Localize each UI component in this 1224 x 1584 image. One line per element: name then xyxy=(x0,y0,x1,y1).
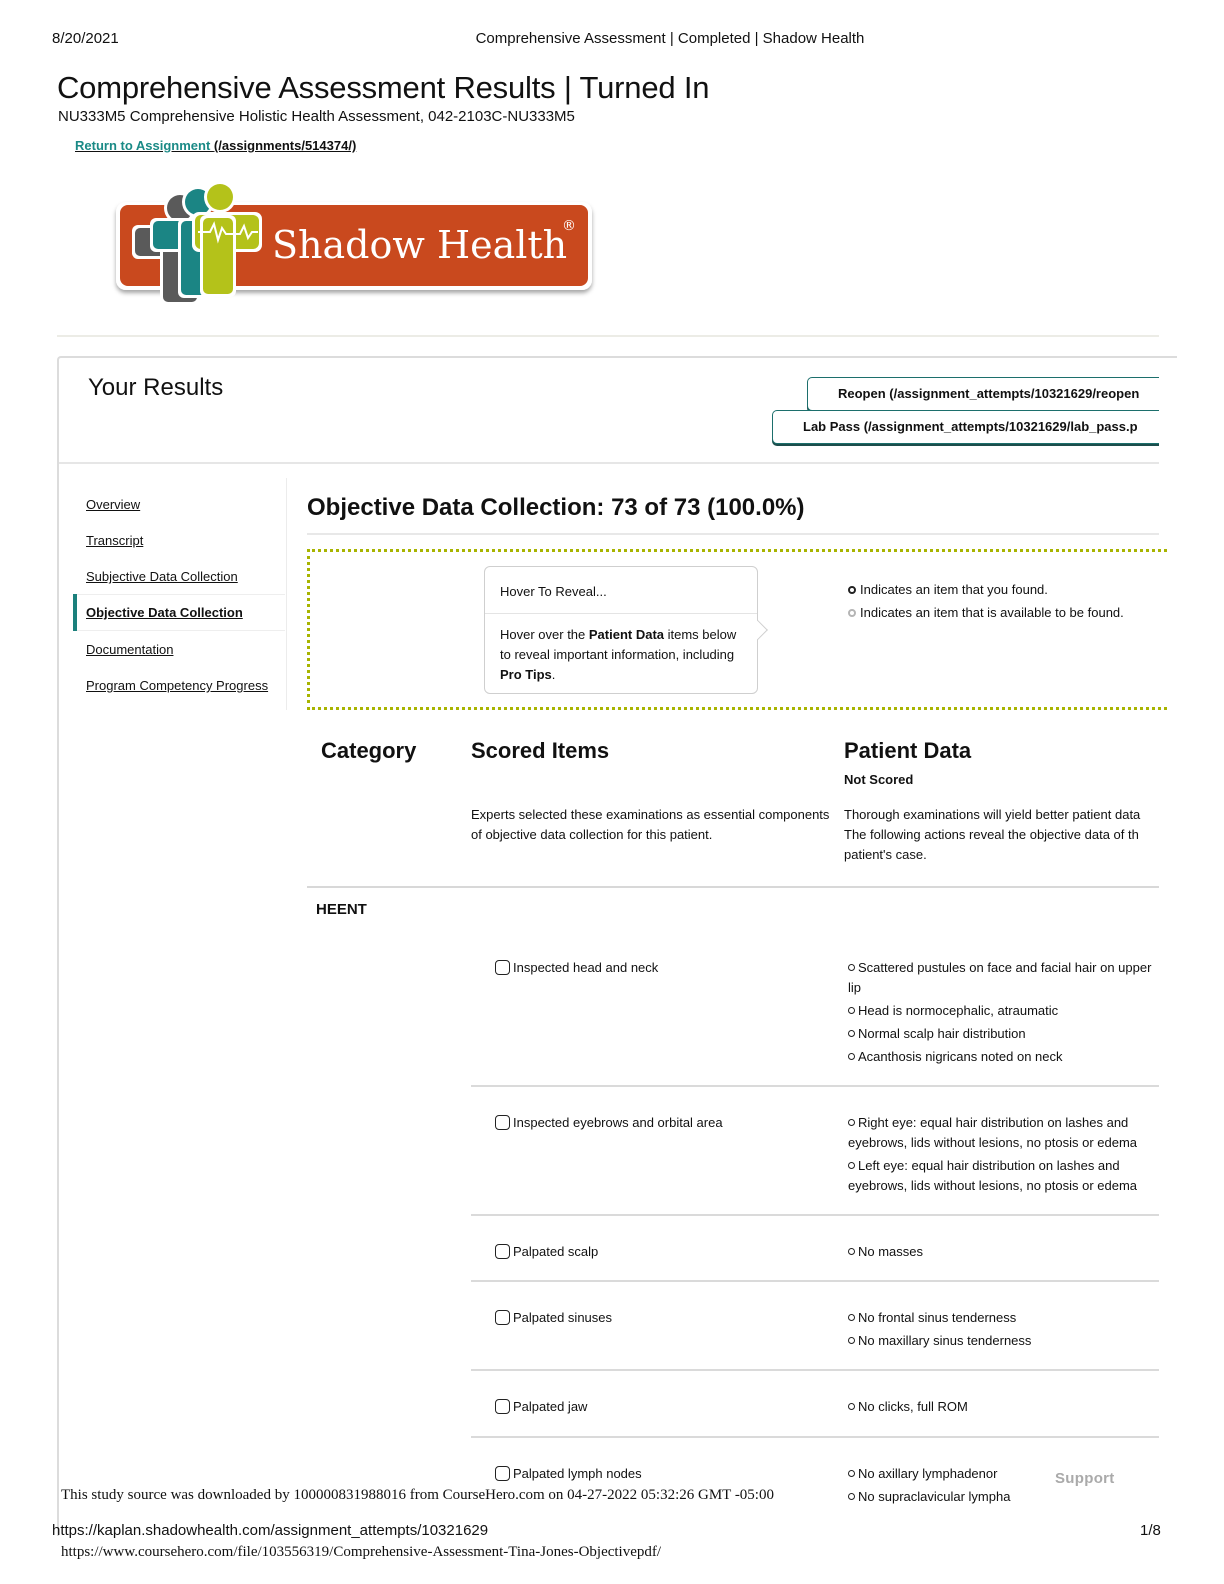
sidebar-active-indicator xyxy=(73,594,77,631)
return-link-href: (/assignments/514374/) xyxy=(213,138,357,153)
divider xyxy=(307,533,1159,535)
return-link-label: Return to Assignment xyxy=(75,138,214,153)
patient-data-description: Thorough examinations will yield better patient data The following actions reveal the objective data of th patient's case. xyxy=(844,807,1141,862)
divider xyxy=(471,1214,1159,1216)
scored-items-description: Experts selected these examinations as essential components of objective data collection for this patient. xyxy=(471,807,830,842)
divider xyxy=(57,335,1159,337)
section-title: Objective Data Collection: 73 of 73 (100.0%) xyxy=(307,494,805,521)
divider xyxy=(471,1436,1159,1438)
divider xyxy=(471,1280,1159,1282)
sidebar-item-overview[interactable]: Overview xyxy=(86,497,141,512)
sidebar-item-program-competency-progress[interactable]: Program Competency Progress xyxy=(86,678,269,693)
found-dot-icon xyxy=(848,1248,855,1255)
print-date: 8/20/2021 xyxy=(52,30,119,47)
patient-data-item[interactable]: No masses xyxy=(848,1242,1159,1262)
tooltip-body: Hover over the Patient Data items below to reveal important information, including Pro Tips. xyxy=(500,627,737,682)
scored-item[interactable]: Inspected eyebrows and orbital area xyxy=(495,1115,723,1130)
found-dot-icon xyxy=(848,1493,855,1500)
sidebar-item-objective-data-collection[interactable]: Objective Data Collection xyxy=(86,605,243,620)
download-watermark: This study source was downloaded by 100000831988016 from CourseHero.com on 04-27-2022 05:32:26 GMT -05:00 xyxy=(61,1487,778,1504)
your-results-heading: Your Results xyxy=(88,374,224,401)
checkbox-icon xyxy=(495,1244,510,1259)
column-header-category: Category xyxy=(321,738,417,763)
patient-data-item[interactable]: Normal scalp hair distribution xyxy=(848,1024,1159,1044)
checkbox-icon xyxy=(495,1310,510,1325)
shadow-health-logo xyxy=(110,180,600,310)
reopen-button[interactable]: Reopen (/assignment_attempts/10321629/reopen xyxy=(807,377,1159,411)
support-overlay-mask xyxy=(1012,1488,1092,1502)
scored-item[interactable]: Palpated sinuses xyxy=(495,1310,612,1325)
legend-found: Indicates an item that you found. xyxy=(848,582,1048,597)
found-dot-icon xyxy=(848,1007,855,1014)
scored-item[interactable]: Palpated lymph nodes xyxy=(495,1466,642,1481)
svg-text:Shadow Health: Shadow Health xyxy=(272,223,568,267)
patient-data-item[interactable]: No maxillary sinus tenderness xyxy=(848,1331,1159,1351)
not-scored-label: Not Scored xyxy=(844,772,914,787)
found-dot-icon xyxy=(848,1030,855,1037)
patient-data-list xyxy=(848,1308,1159,1354)
sidebar-item-subjective-data-collection[interactable]: Subjective Data Collection xyxy=(86,569,238,584)
coursehero-url: https://www.coursehero.com/file/103556319/Comprehensive-Assessment-Tina-Jones-Objectivepdf/ xyxy=(61,1544,662,1560)
patient-data-list xyxy=(848,1397,1159,1420)
patient-data-item[interactable]: Scattered pustules on face and facial hair on upper lip xyxy=(848,960,1152,995)
scored-item[interactable]: Palpated scalp xyxy=(495,1244,598,1259)
patient-data-list xyxy=(848,958,1159,1070)
lab-pass-button[interactable]: Lab Pass (/assignment_attempts/10321629/lab_pass.p xyxy=(772,410,1159,444)
page-subtitle: NU333M5 Comprehensive Holistic Health Assessment, 042-2103C-NU333M5 xyxy=(58,108,575,125)
divider xyxy=(471,1369,1159,1371)
page-number: 1/8 xyxy=(1140,1522,1161,1539)
patient-data-item[interactable]: No supraclavicular lympha xyxy=(848,1487,1159,1507)
divider xyxy=(307,886,1159,888)
patient-data-item[interactable]: Head is normocephalic, atraumatic xyxy=(848,1001,1159,1021)
column-header-patient-data: Patient Data xyxy=(844,738,972,763)
return-to-assignment-link[interactable] xyxy=(75,138,356,153)
support-button[interactable]: Support xyxy=(1055,1470,1115,1487)
found-dot-icon xyxy=(848,1053,855,1060)
patient-data-list xyxy=(848,1242,1159,1265)
found-dot-icon xyxy=(848,964,855,971)
patient-data-item[interactable]: No clicks, full ROM xyxy=(848,1397,1159,1417)
hover-to-reveal-tooltip xyxy=(484,566,758,694)
checkbox-icon xyxy=(495,1466,510,1481)
checkbox-icon xyxy=(495,960,510,975)
page-title: Comprehensive Assessment Results | Turned In xyxy=(57,70,710,105)
found-dot-icon xyxy=(848,1162,855,1169)
column-header-scored-items: Scored Items xyxy=(471,738,610,763)
divider xyxy=(59,462,1159,464)
legend-available: Indicates an item that is available to be found. xyxy=(848,605,1124,620)
tooltip-heading: Hover To Reveal... xyxy=(485,567,757,614)
svg-text:®: ® xyxy=(562,218,576,234)
sidebar-divider xyxy=(286,478,287,710)
checkbox-icon xyxy=(495,1115,510,1130)
patient-data-item[interactable]: Left eye: equal hair distribution on lashes and eyebrows, lids without lesions, no ptosis or edema xyxy=(848,1158,1138,1193)
footer-url: https://kaplan.shadowhealth.com/assignment_attempts/10321629 xyxy=(52,1522,489,1539)
checkbox-icon xyxy=(495,1399,510,1414)
patient-data-item[interactable]: No frontal sinus tenderness xyxy=(848,1308,1159,1328)
found-dot-icon xyxy=(848,1337,855,1344)
scored-item[interactable]: Palpated jaw xyxy=(495,1399,587,1414)
print-tab-title: Comprehensive Assessment | Completed | Shadow Health xyxy=(475,30,865,47)
patient-data-list xyxy=(848,1113,1159,1199)
divider xyxy=(471,1085,1159,1087)
sidebar-item-documentation[interactable]: Documentation xyxy=(86,642,174,657)
category-heent: HEENT xyxy=(316,901,367,918)
found-dot-icon xyxy=(848,1403,855,1410)
logo-graphic-icon xyxy=(110,180,600,310)
available-dot-icon xyxy=(848,609,856,617)
patient-data-item[interactable]: Acanthosis nigricans noted on neck xyxy=(848,1047,1159,1067)
found-dot-icon xyxy=(848,1470,855,1477)
found-dot-icon xyxy=(848,586,856,594)
found-dot-icon xyxy=(848,1314,855,1321)
patient-data-item[interactable]: Right eye: equal hair distribution on lashes and eyebrows, lids without lesions, no ptosis or edema xyxy=(848,1115,1138,1150)
patient-data-item[interactable]: No axillary lymphadenor xyxy=(848,1464,1159,1484)
scored-item[interactable]: Inspected head and neck xyxy=(495,960,658,975)
sidebar-item-transcript[interactable]: Transcript xyxy=(86,533,144,548)
found-dot-icon xyxy=(848,1119,855,1126)
